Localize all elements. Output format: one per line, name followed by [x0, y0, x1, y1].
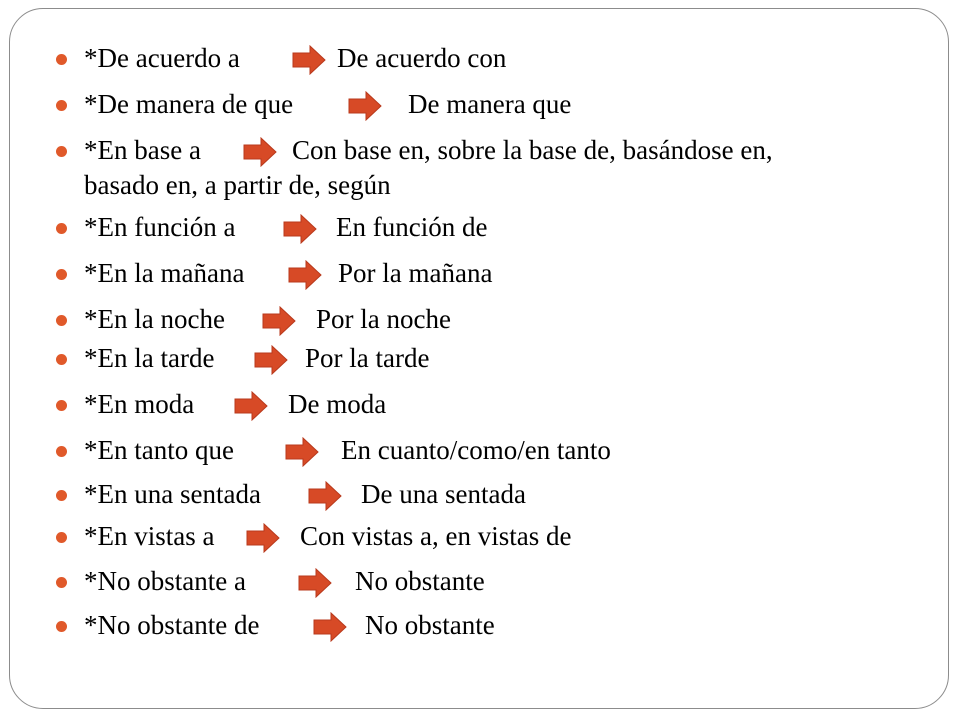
correct-expression: Por la tarde — [305, 343, 430, 373]
right-arrow-icon — [348, 91, 382, 121]
correct-expression: En cuanto/como/en tanto — [341, 435, 611, 465]
arrow-shape — [299, 569, 331, 597]
right-arrow-icon — [262, 306, 296, 336]
correct-expression: De acuerdo con — [337, 43, 507, 73]
arrow-shape — [235, 392, 267, 420]
bullet-dot-icon — [56, 446, 67, 457]
arrow-shape — [284, 215, 316, 243]
correct-expression-continued: basado en, a partir de, según — [84, 170, 391, 200]
correct-expression: De manera que — [408, 89, 572, 119]
incorrect-expression: *En la noche — [84, 304, 225, 334]
right-arrow-icon — [254, 345, 288, 375]
correct-expression: Con vistas a, en vistas de — [300, 521, 572, 551]
bullet-dot-icon — [56, 577, 67, 588]
bullet-dot-icon — [56, 223, 67, 234]
right-arrow-icon — [283, 214, 317, 244]
arrow-shape — [286, 438, 318, 466]
bullet-dot-icon — [56, 315, 67, 326]
incorrect-expression: *No obstante a — [84, 566, 246, 596]
arrow-shape — [244, 138, 276, 166]
arrow-shape — [263, 307, 295, 335]
bullet-dot-icon — [56, 354, 67, 365]
bullet-dot-icon — [56, 54, 67, 65]
arrow-shape — [255, 346, 287, 374]
right-arrow-icon — [298, 568, 332, 598]
incorrect-expression: *En una sentada — [84, 479, 261, 509]
arrow-shape — [293, 46, 325, 74]
incorrect-expression: *En base a — [84, 135, 201, 165]
incorrect-expression: *En vistas a — [84, 521, 215, 551]
correct-expression: No obstante — [355, 566, 485, 596]
bullet-dot-icon — [56, 621, 67, 632]
correct-expression: De una sentada — [361, 479, 526, 509]
incorrect-expression: *De manera de que — [84, 89, 294, 119]
correct-expression: Por la mañana — [338, 258, 493, 288]
right-arrow-icon — [313, 612, 347, 642]
correct-expression: De moda — [288, 389, 387, 419]
right-arrow-icon — [308, 481, 342, 511]
right-arrow-icon — [243, 137, 277, 167]
arrow-shape — [247, 524, 279, 552]
correct-expression: No obstante — [365, 610, 495, 640]
arrow-shape — [289, 261, 321, 289]
bullet-dot-icon — [56, 490, 67, 501]
incorrect-expression: *De acuerdo a — [84, 43, 240, 73]
right-arrow-icon — [246, 523, 280, 553]
incorrect-expression: *No obstante de — [84, 610, 260, 640]
right-arrow-icon — [234, 391, 268, 421]
correct-expression: Con base en, sobre la base de, basándose en, — [292, 135, 773, 165]
incorrect-expression: *En la mañana — [84, 258, 245, 288]
incorrect-expression: *En moda — [84, 389, 195, 419]
incorrect-expression: *En la tarde — [84, 343, 215, 373]
arrow-shape — [309, 482, 341, 510]
bullet-dot-icon — [56, 400, 67, 411]
right-arrow-icon — [285, 437, 319, 467]
correct-expression: Por la noche — [316, 304, 451, 334]
incorrect-expression: *En función a — [84, 212, 236, 242]
bullet-dot-icon — [56, 100, 67, 111]
bullet-dot-icon — [56, 532, 67, 543]
arrow-shape — [314, 613, 346, 641]
arrow-shape — [349, 92, 381, 120]
correct-expression: En función de — [336, 212, 488, 242]
right-arrow-icon — [292, 45, 326, 75]
bullet-dot-icon — [56, 269, 67, 280]
right-arrow-icon — [288, 260, 322, 290]
incorrect-expression: *En tanto que — [84, 435, 234, 465]
bullet-dot-icon — [56, 146, 67, 157]
